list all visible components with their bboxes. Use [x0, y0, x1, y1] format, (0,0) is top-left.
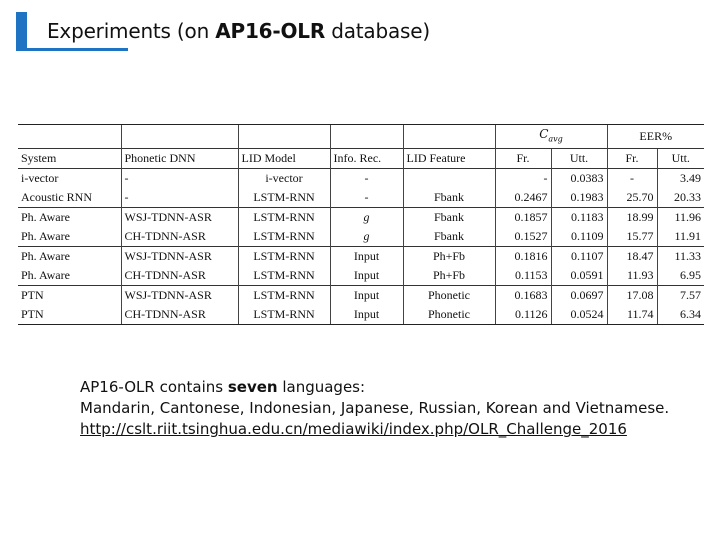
eer-group-header: EER% — [607, 125, 704, 149]
table-cell: 0.1126 — [495, 305, 551, 325]
column-header: LID Feature — [403, 149, 495, 169]
table-cell: 0.0383 — [551, 169, 607, 189]
table-cell: 0.1983 — [551, 188, 607, 208]
table-group-header-row — [18, 125, 704, 149]
title-underline — [16, 48, 128, 51]
column-header: LID Model — [238, 149, 330, 169]
table-cell: 11.93 — [607, 266, 657, 286]
table-row — [18, 169, 704, 189]
table-cell: 18.47 — [607, 247, 657, 267]
table-row — [18, 266, 704, 286]
table-cell: LSTM-RNN — [238, 305, 330, 325]
table-cell: 15.77 — [607, 227, 657, 247]
table-cell: PTN — [18, 305, 121, 325]
table-cell: 0.1107 — [551, 247, 607, 267]
table-cell: Ph. Aware — [18, 208, 121, 228]
table-cell: PTN — [18, 286, 121, 306]
table-cell: - — [330, 169, 403, 189]
table-column-header-row — [18, 149, 704, 169]
table-cell: 11.91 — [657, 227, 704, 247]
table-cell: 0.1527 — [495, 227, 551, 247]
table-cell: 17.08 — [607, 286, 657, 306]
table-cell: 0.1109 — [551, 227, 607, 247]
column-header: Fr. — [607, 149, 657, 169]
title-bold: AP16-OLR — [215, 19, 326, 43]
table-cell: - — [607, 169, 657, 189]
dataset-info — [80, 377, 669, 440]
table-cell: Ph. Aware — [21, 229, 70, 244]
table-cell: 0.0591 — [551, 266, 607, 286]
table-row — [18, 286, 704, 306]
table-cell: g — [330, 208, 403, 228]
table-cell — [403, 169, 495, 189]
table-cell: 20.33 — [657, 188, 704, 208]
info-line-languages-count: AP16-OLR contains seven languages: — [80, 378, 366, 396]
table-cell: Input — [330, 266, 403, 286]
table-cell: 18.99 — [607, 208, 657, 228]
table-cell: 11.33 — [657, 247, 704, 267]
table-cell: Acoustic RNN — [21, 190, 92, 205]
table-cell: - — [121, 188, 238, 208]
table-cell: WSJ-TDNN-ASR — [121, 247, 238, 267]
column-header: System — [18, 149, 121, 169]
table-cell: 7.57 — [657, 286, 704, 306]
info-line-languages-list: Mandarin, Cantonese, Indonesian, Japanese, Russian, Korean and Vietnamese. — [80, 399, 670, 417]
table-cell: 0.0524 — [551, 305, 607, 325]
table-cell: LSTM-RNN — [238, 208, 330, 228]
table-cell: i-vector — [238, 169, 330, 189]
table-cell: LSTM-RNN — [238, 247, 330, 267]
column-header: Utt. — [551, 149, 607, 169]
table-cell: LSTM-RNN — [238, 188, 330, 208]
table-cell: Ph. Aware — [21, 268, 70, 283]
table-cell: 0.1857 — [495, 208, 551, 228]
table-row — [18, 188, 704, 208]
title-suffix: database) — [325, 19, 430, 43]
table-cell: Fbank — [403, 208, 495, 228]
table-cell: 0.1816 — [495, 247, 551, 267]
table-cell: Phonetic — [403, 286, 495, 306]
table-cell: Ph+Fb — [403, 247, 495, 267]
table-cell: Input — [330, 305, 403, 325]
results-table-container — [18, 124, 704, 325]
table-cell: Fbank — [403, 188, 495, 208]
title-accent-bar — [16, 12, 27, 49]
table-row — [18, 305, 704, 325]
table-cell: 3.49 — [657, 169, 704, 189]
results-table — [18, 124, 704, 325]
table-cell: 11.96 — [657, 208, 704, 228]
column-header: Info. Rec. — [330, 149, 403, 169]
table-cell: LSTM-RNN — [238, 286, 330, 306]
table-cell: Input — [330, 286, 403, 306]
table-cell: 0.2467 — [495, 188, 551, 208]
table-cell: 0.1183 — [551, 208, 607, 228]
table-row — [18, 208, 704, 228]
table-cell: 25.70 — [607, 188, 657, 208]
table-cell: LSTM-RNN — [238, 227, 330, 247]
table-cell: CH-TDNN-ASR — [121, 266, 238, 286]
table-cell: WSJ-TDNN-ASR — [121, 208, 238, 228]
column-header: Phonetic DNN — [121, 149, 238, 169]
info-bold-count: seven — [227, 378, 278, 396]
table-cell: 0.1153 — [495, 266, 551, 286]
table-cell: 6.34 — [657, 305, 704, 325]
table-row — [18, 247, 704, 267]
table-cell: LSTM-RNN — [238, 266, 330, 286]
table-cell: CH-TDNN-ASR — [121, 227, 238, 247]
table-cell: Phonetic — [403, 305, 495, 325]
table-cell: CH-TDNN-ASR — [121, 305, 238, 325]
column-header: Utt. — [657, 149, 704, 169]
slide-title — [47, 19, 430, 43]
cavg-group-header: $C_{avg}$ — [495, 125, 607, 149]
challenge-link[interactable]: http://cslt.riit.tsinghua.edu.cn/mediawiki/index.php/OLR_Challenge_2016 — [80, 420, 627, 438]
table-cell: Input — [330, 247, 403, 267]
table-cell: 0.1683 — [495, 286, 551, 306]
table-cell: WSJ-TDNN-ASR — [121, 286, 238, 306]
table-cell: Ph. Aware — [18, 247, 121, 267]
table-cell: - — [495, 169, 551, 189]
table-cell: - — [121, 169, 238, 189]
table-cell: Ph+Fb — [403, 266, 495, 286]
title-prefix: Experiments (on — [47, 19, 216, 43]
table-row — [18, 227, 704, 247]
table-cell: g — [330, 227, 403, 247]
column-header: Fr. — [495, 149, 551, 169]
table-cell: i-vector — [18, 169, 121, 189]
table-cell: 11.74 — [607, 305, 657, 325]
table-cell: 6.95 — [657, 266, 704, 286]
table-cell: Fbank — [403, 227, 495, 247]
table-cell: 0.0697 — [551, 286, 607, 306]
table-cell: - — [330, 188, 403, 208]
